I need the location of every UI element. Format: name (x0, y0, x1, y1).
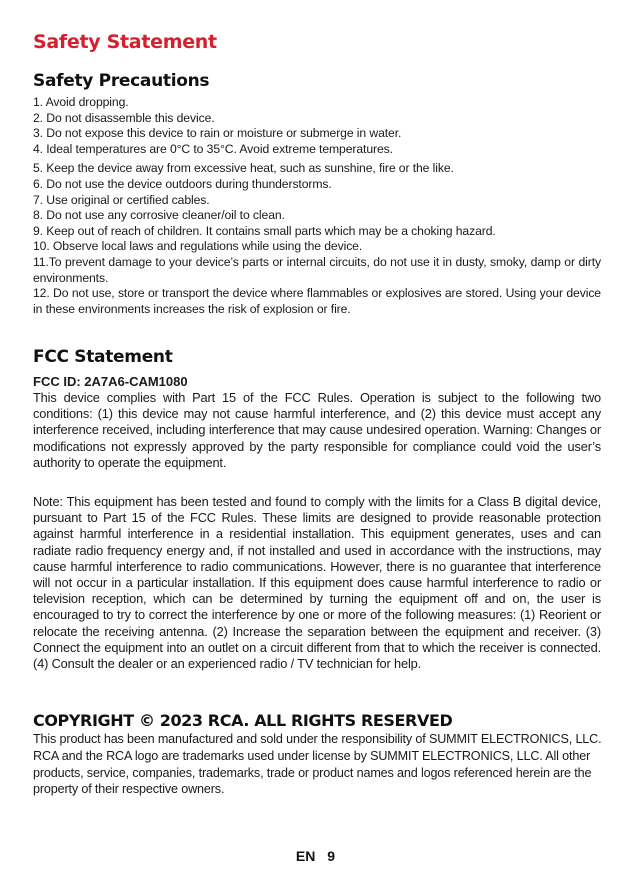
language-code: EN (295, 848, 316, 864)
list-item: 9. Keep out of reach of children. It contains small parts which may be a choking hazard. (33, 223, 496, 238)
list-item: 8. Do not use any corrosive cleaner/oil to clean. (33, 208, 285, 223)
list-item: 11.To prevent damage to your device’s parts or internal circuits, do not use it in dusty, smoky, damp or dirty environments. (33, 254, 601, 285)
fcc-statement-heading: FCC Statement (33, 347, 173, 367)
fcc-id: FCC ID: 2A7A6-CAM1080 (33, 374, 188, 389)
list-item: 10. Observe local laws and regulations while using the device. (33, 239, 363, 254)
list-item: 3. Do not expose this device to rain or moisture or submerge in water. (33, 126, 402, 141)
safety-precautions-list (33, 95, 601, 317)
list-item: 2. Do not disassemble this device. (33, 110, 215, 125)
list-item: 4. Ideal temperatures are 0°C to 35°C. Avoid extreme temperatures. (33, 141, 393, 156)
fcc-paragraph-compliance: This device complies with Part 15 of the FCC Rules. Operation is subject to the following two conditions: (1) this device may not cause harmful interference, and (2) this device must accept any interference received, including interference that may cause undesired operation. Warning: Changes or modifications not expressly approved by the party responsible for compliance could void the user’s authority to operate the equipment. (33, 390, 601, 470)
list-item: 12. Do not use, store or transport the device where flammables or explosives are stored. Using your device in these environments increases the risk of explosion or fire. (33, 286, 601, 316)
list-item: 6. Do not use the device outdoors during thunderstorms. (33, 176, 332, 191)
list-item: 7. Use original or certified cables. (33, 192, 210, 207)
copyright-heading: COPYRIGHT © 2023 RCA. ALL RIGHTS RESERVED (33, 711, 453, 730)
list-item: 5. Keep the device away from excessive heat, such as sunshine, fire or the like. (33, 161, 454, 176)
page-footer (0, 848, 631, 864)
page-number: 9 (327, 848, 336, 864)
copyright-text: This product has been manufactured and sold under the responsibility of SUMMIT ELECTRONICS, LLC. RCA and the RCA logo are trademarks used under license by SUMMIT ELECTRONICS, LLC. All other products, service, companies, trademarks, trade or product names and logos referenced herein are the property of their respective owners. (33, 732, 602, 797)
list-item: 1. Avoid dropping. (33, 95, 129, 109)
fcc-paragraph-note: Note: This equipment has been tested and found to comply with the limits for a Class B digital device, pursuant to Part 15 of the FCC Rules. These limits are designed to provide reasonable protection against harmful interference in a residential installation. This equipment generates, uses and can radiate radio frequency energy and, if not installed and used in accordance with the instructions, may cause harmful interference to radio communications. However, there is no guarantee that interference will not occur in a particular installation. If this equipment does cause harmful interference to radio or television reception, which can be determined by turning the equipment off and on, the user is encouraged to try to correct the interference by one or more of the following measures: (1) Reorient or relocate the receiving antenna. (2) Increase the separation between the equipment and receiver. (3) Connect the equipment into an outlet on a circuit different from that to which the receiver is connected. (4) Consult the dealer or an experienced radio / TV technician for help. (33, 494, 601, 672)
page-title: Safety Statement (33, 31, 217, 53)
safety-precautions-heading: Safety Precautions (33, 71, 210, 91)
